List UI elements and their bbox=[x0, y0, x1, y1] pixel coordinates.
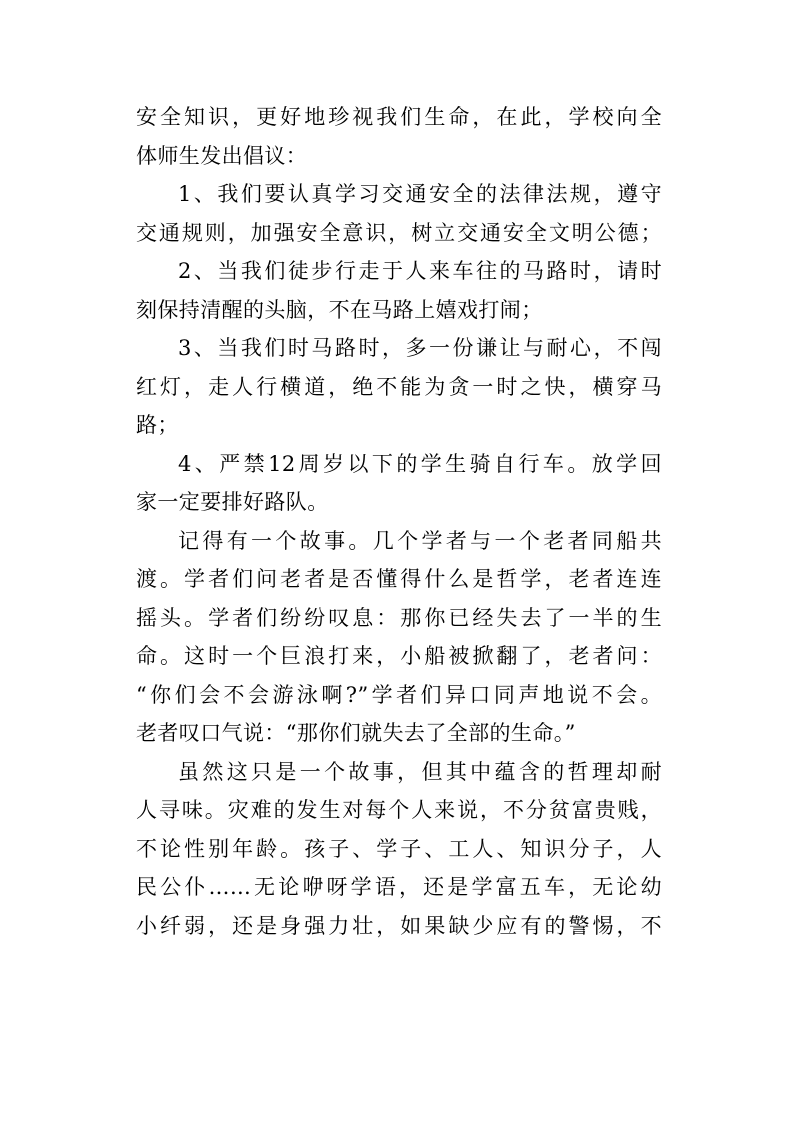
text-line: 1、我们要认真学习交通安全的法律法规，遵守 bbox=[178, 182, 662, 206]
text-line: 4、严禁12周岁以下的学生骑自行车。放学回 bbox=[178, 451, 662, 476]
text-line: 红灯，走人行横道，绝不能为贪一时之快，横穿马 bbox=[136, 374, 662, 399]
text-line: 老者叹口气说：“那你们就失去了全部的生命。” bbox=[136, 721, 576, 745]
text-line: 路； bbox=[136, 413, 179, 437]
text-line: 记得有一个故事。几个学者与一个老者同船共 bbox=[178, 528, 662, 553]
body-text bbox=[136, 98, 662, 945]
text-line: 命。这时一个巨浪打来，小船被掀翻了，老者问： bbox=[136, 644, 662, 668]
text-line: 交通规则，加强安全意识，树立交通安全文明公德； bbox=[136, 220, 662, 245]
text-line: 体师生发出倡议： bbox=[136, 143, 308, 168]
text-line: 2、当我们徒步行走于人来车往的马路时，请时 bbox=[178, 259, 662, 283]
text-line: 渡。学者们问老者是否懂得什么是哲学，老者连连 bbox=[136, 567, 662, 591]
text-line: 家一定要排好路队。 bbox=[136, 490, 329, 514]
text-line: 刻保持清醒的头脑，不在马路上嬉戏打闹； bbox=[136, 297, 543, 322]
text-line: 摇头。学者们纷纷叹息：那你已经失去了一半的生 bbox=[136, 605, 662, 630]
text-line: 3、当我们时马路时，多一份谦让与耐心，不闯 bbox=[178, 336, 662, 360]
text-line: 小纤弱，还是身强力壮，如果缺少应有的警惕，不 bbox=[136, 913, 662, 938]
text-line: 民公仆……无论咿呀学语，还是学富五车，无论幼 bbox=[136, 875, 662, 899]
text-line: 安全知识，更好地珍视我们生命，在此，学校向全 bbox=[136, 105, 662, 129]
text-line: 人寻味。灾难的发生对每个人来说，不分贫富贵贱， bbox=[136, 798, 662, 822]
text-line: 不论性别年龄。孩子、学子、工人、知识分子，人 bbox=[136, 836, 662, 861]
text-line: “你们会不会游泳啊?”学者们异口同声地说不会。 bbox=[136, 682, 662, 707]
text-line: 虽然这只是一个故事，但其中蕴含的哲理却耐 bbox=[178, 759, 662, 784]
